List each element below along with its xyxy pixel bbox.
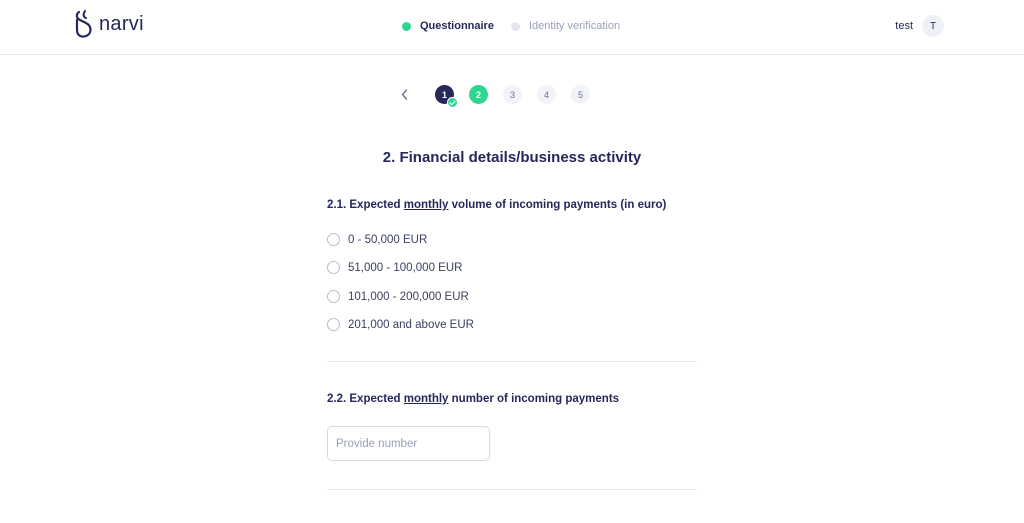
step-inactive-dot [511, 22, 520, 31]
radio-button[interactable] [327, 261, 340, 274]
section-divider [327, 361, 697, 362]
logo-text: narvi [99, 13, 144, 35]
section-title: 2. Financial details/business activity [382, 149, 642, 166]
radio-option-201000-above[interactable] [327, 318, 474, 331]
question-suffix: volume of incoming payments (in euro) [448, 199, 667, 211]
step-label: Questionnaire [420, 20, 494, 32]
question-2-1-label [327, 199, 666, 211]
page-number: 1 [441, 89, 447, 100]
chevron-left-icon [401, 89, 408, 100]
radio-button[interactable] [327, 290, 340, 303]
page-4[interactable] [537, 85, 556, 104]
avatar[interactable]: T [922, 15, 944, 37]
step-identity-verification[interactable] [511, 20, 620, 32]
page-number: 3 [509, 89, 515, 100]
check-icon [447, 97, 458, 108]
process-steps [402, 20, 637, 32]
section-divider [327, 489, 697, 490]
radio-option-label: 101,000 - 200,000 EUR [348, 290, 469, 303]
user-menu[interactable] [895, 15, 944, 37]
radio-option-0-50000[interactable] [327, 233, 427, 246]
radio-option-label: 201,000 and above EUR [348, 318, 474, 331]
top-bar [0, 0, 1024, 55]
step-label: Identity verification [528, 20, 621, 32]
page-2[interactable] [469, 85, 488, 104]
question-suffix: number of incoming payments [448, 393, 620, 405]
page-1[interactable] [435, 85, 454, 104]
step-questionnaire[interactable] [402, 20, 494, 32]
radio-option-101000-200000[interactable] [327, 290, 469, 303]
step-active-dot [402, 22, 411, 31]
narvi-logo-icon [73, 9, 95, 39]
page-number: 2 [475, 89, 481, 100]
question-emphasis: monthly [403, 393, 449, 405]
question-2-2-label [327, 393, 619, 405]
user-name: test [895, 20, 913, 32]
question-emphasis: monthly [403, 199, 449, 211]
radio-option-label: 0 - 50,000 EUR [348, 233, 428, 246]
radio-button[interactable] [327, 233, 340, 246]
page-5[interactable] [571, 85, 590, 104]
page-number: 5 [577, 89, 583, 100]
page-3[interactable] [503, 85, 522, 104]
radio-button[interactable] [327, 318, 340, 331]
previous-page-button[interactable] [398, 86, 410, 104]
question-pager [398, 85, 605, 104]
page-number: 4 [543, 89, 549, 100]
question-prefix: 2.1. Expected [327, 199, 404, 211]
radio-option-51000-100000[interactable] [327, 261, 462, 274]
question-prefix: 2.2. Expected [327, 393, 404, 405]
incoming-payments-number-input[interactable] [327, 426, 490, 461]
narvi-logo[interactable] [73, 9, 144, 39]
radio-option-label: 51,000 - 100,000 EUR [348, 261, 463, 274]
